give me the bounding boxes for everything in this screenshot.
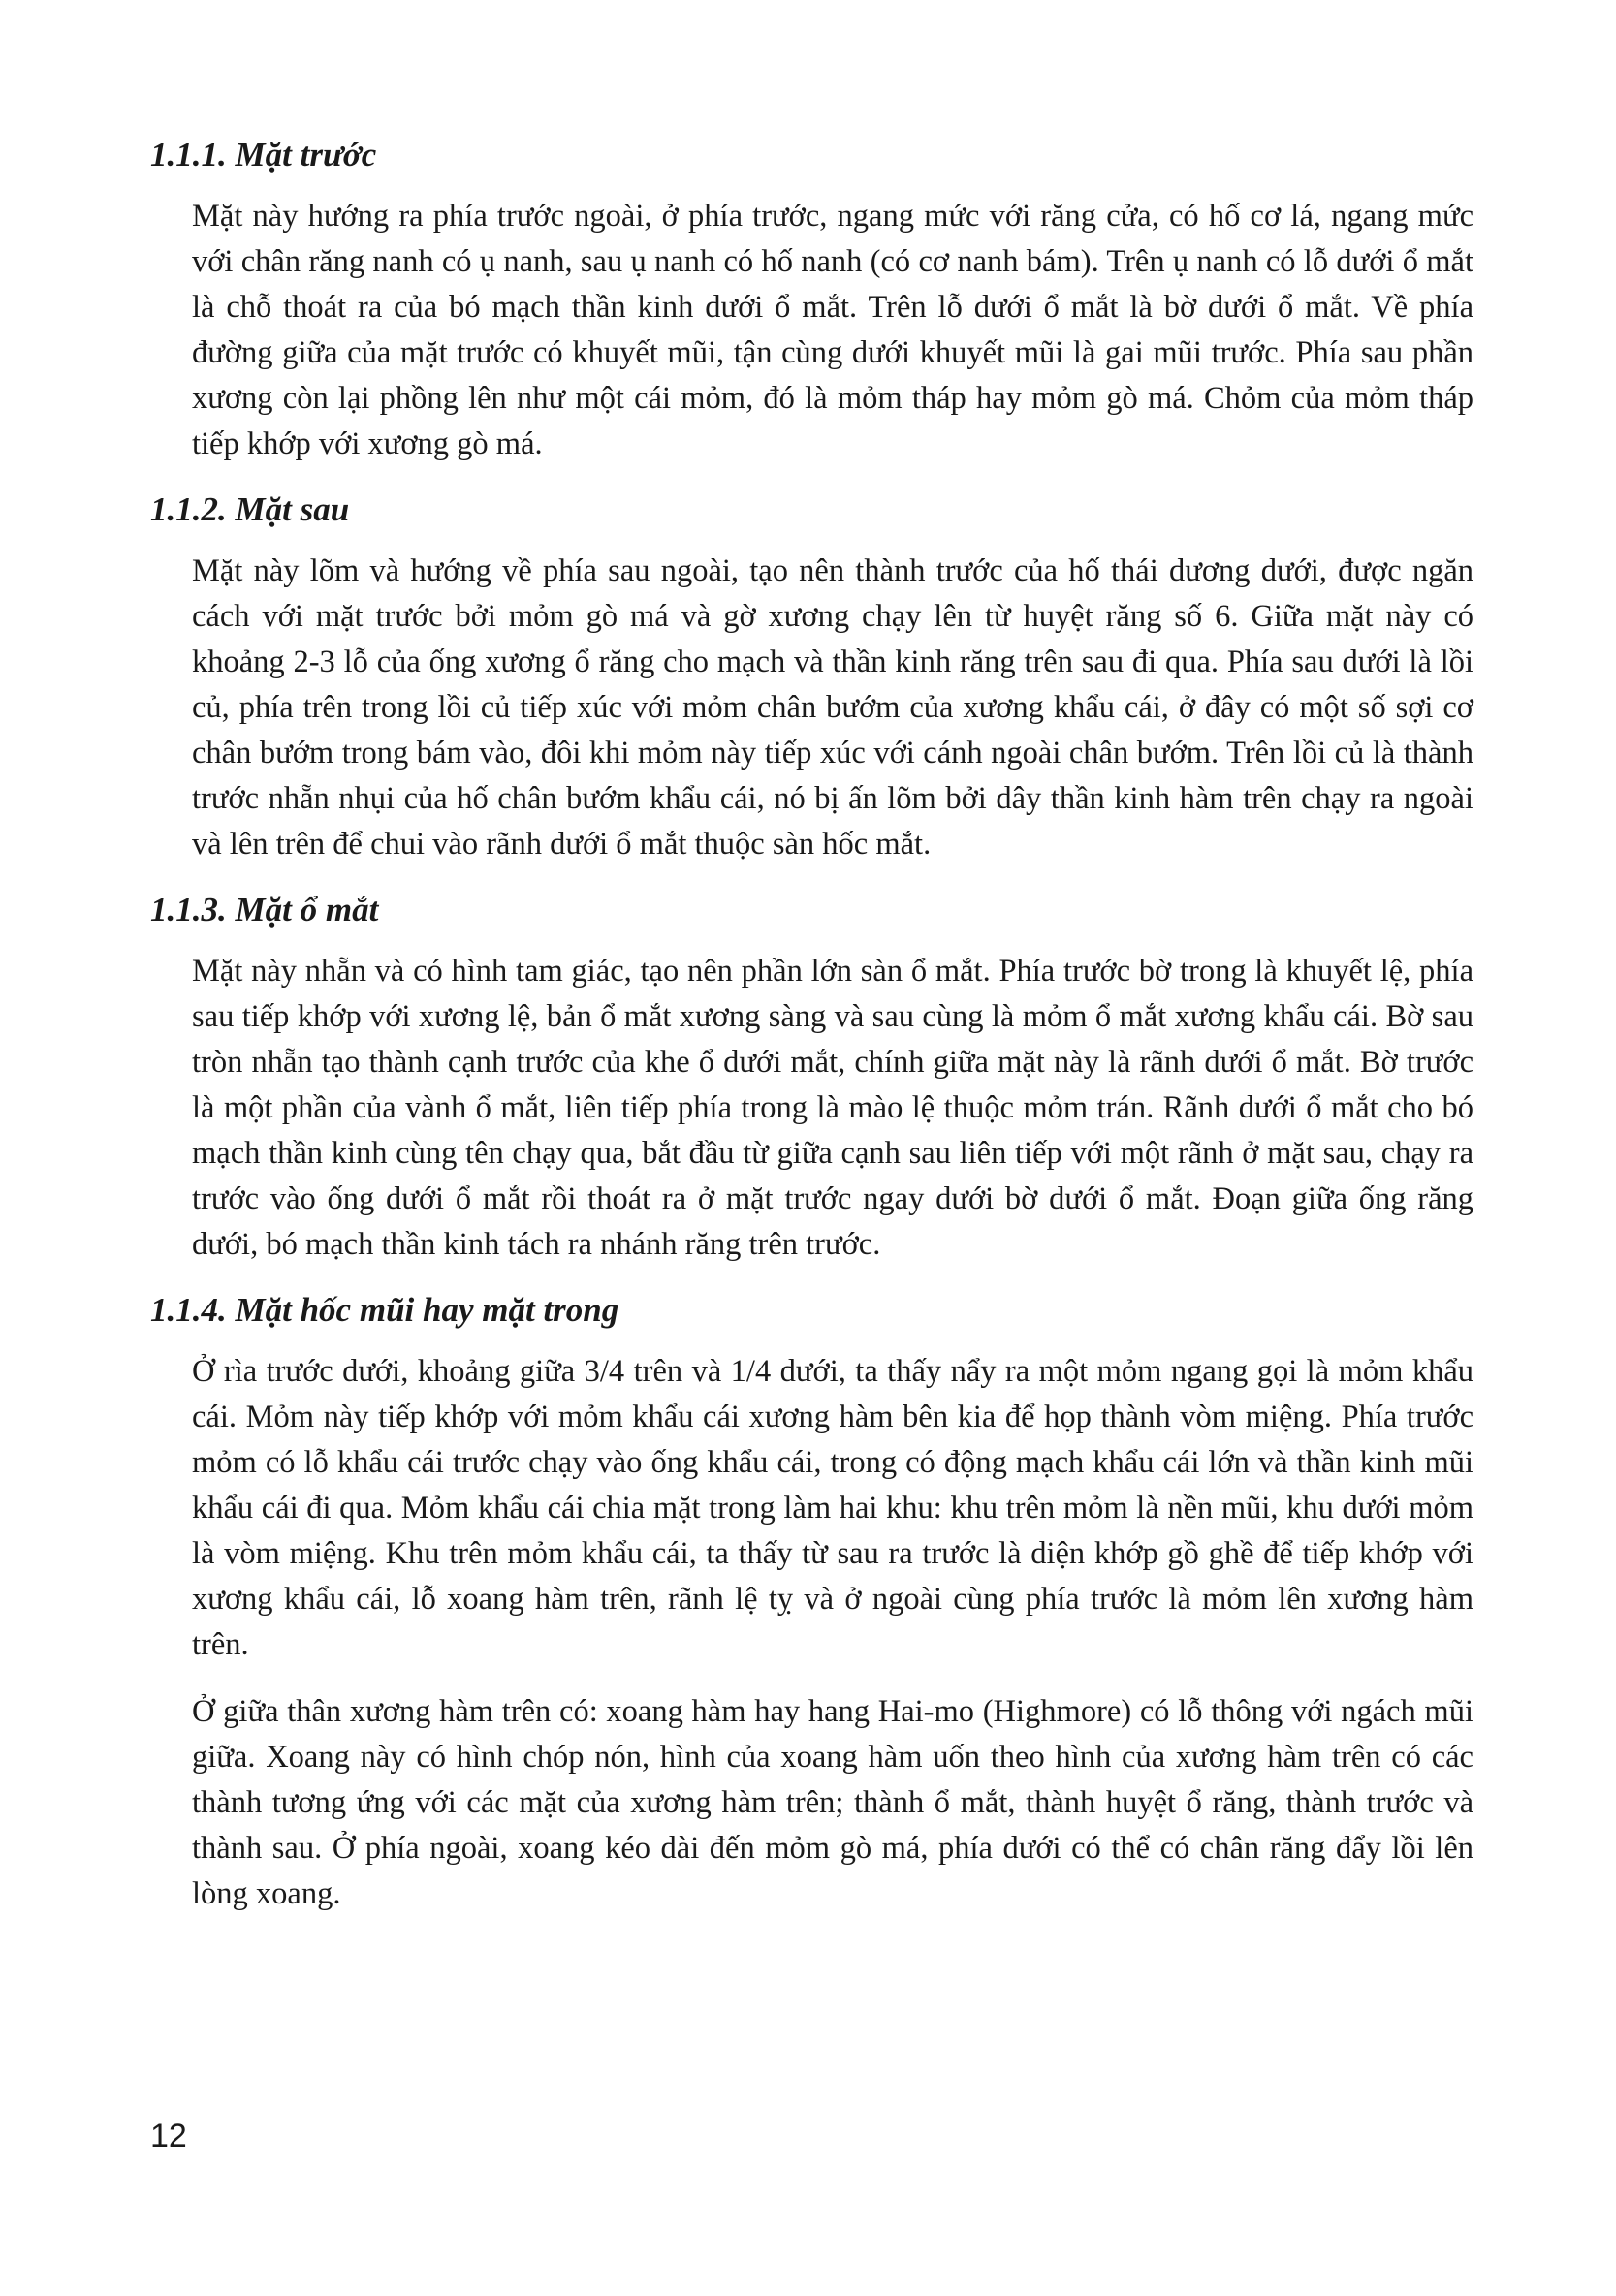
page-number: 12: [150, 2118, 187, 2154]
paragraph: Mặt này hướng ra phía trước ngoài, ở phía trước, ngang mức với răng cửa, có hố cơ lá, ngang mức với chân răng nanh có ụ nanh, sau ụ nanh có hố nanh (có cơ nanh bám). Trên ụ nanh có lỗ dưới ổ mắt là chỗ thoát ra của bó mạch thần kinh dưới ổ mắt. Trên lỗ dưới ổ mắt là bờ dưới ổ mắt. Về phía đường giữa của mặt trước có khuyết mũi, tận cùng dưới khuyết mũi là gai mũi trước. Phía sau phần xương còn lại phồng lên như một cái mỏm, đó là mỏm tháp hay mỏm gò má. Chỏm của mỏm tháp tiếp khớp với xương gò má.: [192, 199, 1473, 461]
section-heading: 1.1.3. Mặt ổ mắt: [150, 891, 379, 928]
section-mat-o-mat: [150, 889, 1473, 1268]
paragraph: Ở giữa thân xương hàm trên có: xoang hàm hay hang Hai-mo (Highmore) có lỗ thông với ngách mũi giữa. Xoang này có hình chóp nón, hình của xoang hàm uốn theo hình của xương hàm trên có các thành tương ứng với các mặt của xương hàm trên; thành ổ mắt, thành huyệt ổ răng, thành trước và thành sau. Ở phía ngoài, xoang kéo dài đến mỏm gò má, phía dưới có thể có chân răng đẩy lồi lên lòng xoang.: [192, 1694, 1473, 1911]
paragraph: Ở rìa trước dưới, khoảng giữa 3/4 trên và 1/4 dưới, ta thấy nẩy ra một mỏm ngang gọi là mỏm khẩu cái. Mỏm này tiếp khớp với mỏm khẩu cái xương hàm bên kia để họp thành vòm miệng. Phía trước mỏm có lỗ khẩu cái trước chạy vào ống khẩu cái, trong có động mạch khẩu cái lớn và thần kinh mũi khẩu cái đi qua. Mỏm khẩu cái chia mặt trong làm hai khu: khu trên mỏm là nền mũi, khu dưới mỏm là vòm miệng. Khu trên mỏm khẩu cái, ta thấy từ sau ra trước là diện khớp gồ ghề để tiếp khớp với xương khẩu cái, lỗ xoang hàm trên, rãnh lệ tỵ và ở ngoài cùng phía trước là mỏm lên xương hàm trên.: [192, 1354, 1473, 1662]
section-heading: 1.1.4. Mặt hốc mũi hay mặt trong: [150, 1291, 619, 1329]
paragraph: Mặt này lõm và hướng về phía sau ngoài, tạo nên thành trước của hố thái dương dưới, được ngăn cách với mặt trước bởi mỏm gò má và gờ xương chạy lên từ huyệt răng số 6. Giữa mặt này có khoảng 2-3 lỗ của ống xương ổ răng cho mạch và thần kinh răng trên sau đi qua. Phía sau dưới là lồi củ, phía trên trong lồi củ tiếp xúc với mỏm chân bướm của xương khẩu cái, ở đây có một số sợi cơ chân bướm trong bám vào, đôi khi mỏm này tiếp xúc với cánh ngoài chân bướm. Trên lồi củ là thành trước nhẵn nhụi của hố chân bướm khẩu cái, nó bị ấn lõm bởi dây thần kinh hàm trên chạy ra ngoài và lên trên để chui vào rãnh dưới ổ mắt thuộc sàn hốc mắt.: [192, 553, 1473, 862]
paragraph: Mặt này nhẵn và có hình tam giác, tạo nên phần lớn sàn ổ mắt. Phía trước bờ trong là khuyết lệ, phía sau tiếp khớp với xương lệ, bản ổ mắt xương sàng và sau cùng là mỏm ổ mắt xương khẩu cái. Bờ sau tròn nhẵn tạo thành cạnh trước của khe ổ dưới mắt, chính giữa mặt này là rãnh dưới ổ mắt. Bờ trước là một phần của vành ổ mắt, liên tiếp phía trong là mào lệ thuộc mỏm trán. Rãnh dưới ổ mắt cho bó mạch thần kinh cùng tên chạy qua, bắt đầu từ giữa cạnh sau liên tiếp với một rãnh ở mặt sau, chạy ra trước vào ống dưới ổ mắt rồi thoát ra ở mặt trước ngay dưới bờ dưới ổ mắt. Đoạn giữa ống răng dưới, bó mạch thần kinh tách ra nhánh răng trên trước.: [192, 954, 1473, 1262]
section-heading: 1.1.1. Mặt trước: [150, 136, 377, 173]
section-mat-sau: [150, 488, 1473, 867]
section-mat-hoc-mui: [150, 1289, 1473, 1917]
page-content: [150, 134, 1473, 1923]
section-heading: 1.1.2. Mặt sau: [150, 490, 350, 528]
section-mat-truoc: [150, 134, 1473, 467]
